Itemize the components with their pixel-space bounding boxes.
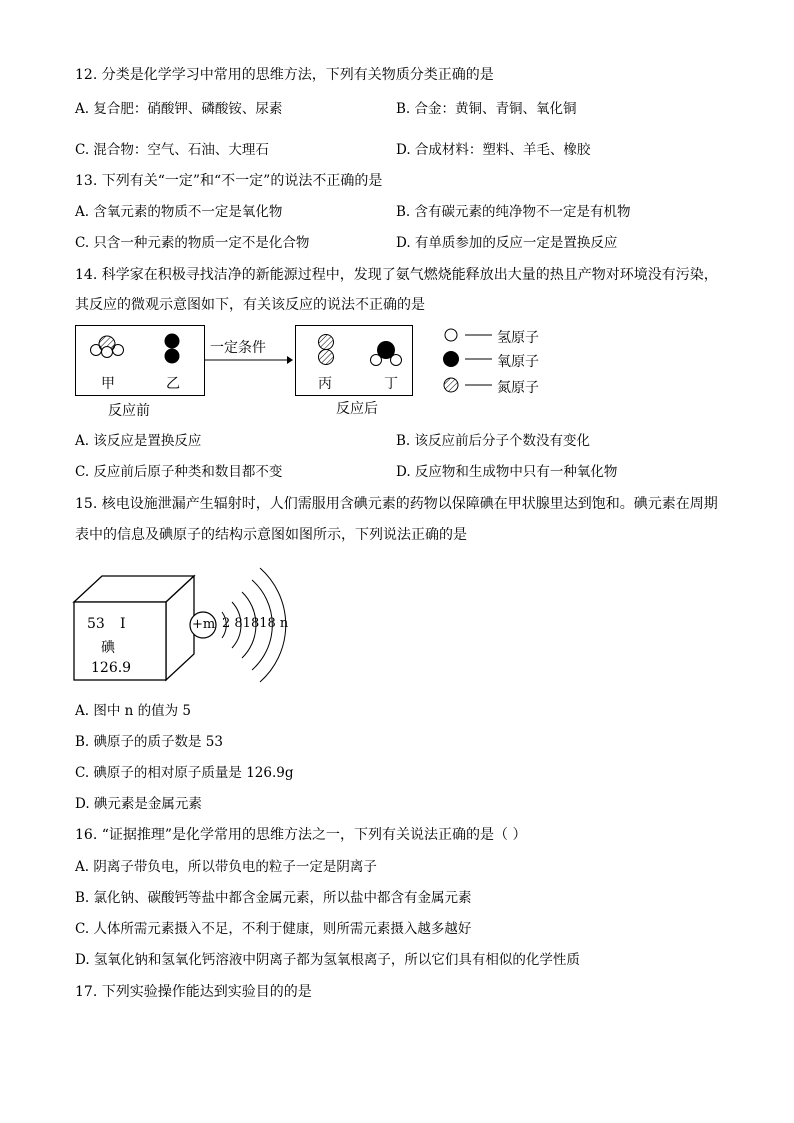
q15-stem-line1: 15. 核电设施泄漏产生辐射时，人们需服用含碘元素的药物以保障碘在甲状腺里达到饱和。碘元素在周期	[75, 496, 718, 512]
q13-option-a: A. 含氧元素的物质不一定是氧化物	[75, 204, 283, 220]
q15-stem-line2: 表中的信息及碘原子的结构示意图如图所示，下列说法正确的是	[75, 527, 467, 543]
reactant-b-label: 乙	[166, 376, 180, 392]
q12-option-b: B. 合金：黄铜、青铜、氧化铜	[396, 101, 577, 117]
q14-option-d: D. 反应物和生成物中只有一种氧化物	[396, 464, 618, 480]
atom-legend-icons	[440, 326, 500, 396]
q13-stem: 13. 下列有关“一定”和“不一定”的说法不正确的是	[75, 173, 383, 189]
before-caption: 反应前	[108, 403, 150, 419]
q12-option-c: C. 混合物：空气、石油、大理石	[75, 142, 269, 158]
q16-option-a: A. 阴离子带负电，所以带负电的粒子一定是阴离子	[75, 859, 377, 875]
q12-option-d: D. 合成材料：塑料、羊毛、橡胶	[396, 142, 591, 158]
product-a-label: 丙	[318, 376, 332, 392]
q12-stem: 12. 分类是化学学习中常用的思维方法，下列有关物质分类正确的是	[75, 67, 494, 83]
reaction-before-box	[75, 325, 205, 396]
q14-option-b: B. 该反应前后分子个数没有变化	[396, 433, 591, 449]
q12-option-a: A. 复合肥：硝酸钾、磷酸铵、尿素	[75, 101, 283, 117]
q16-option-b: B. 氯化钠、碳酸钙等盐中都含金属元素，所以盐中都含有金属元素	[75, 890, 472, 906]
q14-stem-line1: 14. 科学家在积极寻找洁净的新能源过程中，发现了氨气燃烧能释放出大量的热且产物对环境没有污染，	[75, 267, 718, 283]
reaction-condition: 一定条件	[210, 340, 266, 356]
q16-stem: 16. “证据推理”是化学常用的思维方法之一，下列有关说法正确的是（ ）	[75, 827, 527, 843]
q17-stem: 17. 下列实验操作能达到实验目的的是	[75, 984, 312, 1000]
legend-hydrogen-label: 氢原子	[497, 330, 539, 346]
after-caption: 反应后	[336, 401, 378, 417]
q15-option-a: A. 图中 n 的值为 5	[75, 703, 191, 719]
q14-stem-line2: 其反应的微观示意图如下，有关该反应的说法不正确的是	[75, 297, 425, 313]
q16-option-c: C. 人体所需元素摄入不足，不利于健康，则所需元素摄入越多越好	[75, 921, 472, 937]
q13-option-d: D. 有单质参加的反应一定是置换反应	[396, 235, 618, 251]
legend-oxygen-label: 氧原子	[497, 354, 539, 370]
legend-nitrogen-label: 氮原子	[497, 380, 539, 396]
q14-option-c: C. 反应前后原子种类和数目都不变	[75, 464, 283, 480]
q15-option-d: D. 碘元素是金属元素	[75, 796, 202, 812]
q15-option-b: B. 碘原子的质子数是 53	[75, 734, 223, 750]
q14-option-a: A. 该反应是置换反应	[75, 433, 202, 449]
atom-nucleus-label: +m	[192, 617, 216, 632]
element-name: 碘	[101, 640, 115, 656]
element-atomic-number: 53	[87, 616, 105, 632]
element-atomic-mass: 126.9	[91, 660, 132, 676]
atom-shell-electrons: 2 81818 n	[222, 616, 289, 631]
q13-option-c: C. 只含一种元素的物质一定不是化合物	[75, 235, 310, 251]
q15-option-c: C. 碘原子的相对原子质量是 126.9g	[75, 765, 294, 781]
ammonia-and-oxygen-molecules-diagram	[76, 326, 204, 395]
reaction-arrow-icon	[203, 353, 293, 367]
q16-option-d: D. 氢氧化钠和氢氧化钙溶液中阴离子都为氢氧根离子，所以它们具有相似的化学性质	[75, 952, 580, 968]
q13-option-b: B. 含有碳元素的纯净物不一定是有机物	[396, 204, 631, 220]
product-b-label: 丁	[384, 376, 398, 392]
reactant-a-label: 甲	[101, 376, 115, 392]
reaction-after-box	[295, 325, 413, 396]
element-symbol: I	[120, 616, 126, 632]
